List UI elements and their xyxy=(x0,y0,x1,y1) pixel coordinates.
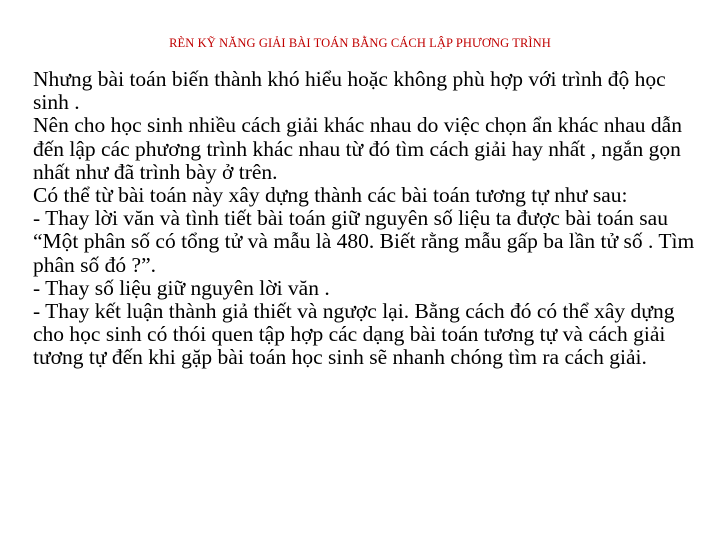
paragraph: - Thay kết luận thành giả thiết và ngược lại. Bằng cách đó có thể xây dựng cho học sinh có thói quen tập hợp các dạng bài toán tương tự và cách giải tương tự đến khi gặp bài toán học sinh sẽ nhanh chóng tìm ra cách giải. xyxy=(33,299,675,370)
slide-body xyxy=(33,68,705,370)
paragraph: Có thể từ bài toán này xây dựng thành các bài toán tương tự như sau: xyxy=(33,183,628,208)
paragraph: Nên cho học sinh nhiều cách giải khác nhau do việc chọn ẩn khác nhau dẫn đến lập các phương trình khác nhau từ đó tìm cách giải hay nhất , ngắn gọn nhất như đã trình bày ở trên. xyxy=(33,113,682,184)
paragraph: - Thay lời văn và tình tiết bài toán giữ nguyên số liệu ta được bài toán sau “Một phân số có tổng tử và mẫu là 480. Biết rằng mẫu gấp ba lần tử số . Tìm phân số đó ?”. xyxy=(33,206,695,277)
slide-title: RÈN KỸ NĂNG GIẢI BÀI TOÁN BẰNG CÁCH LẬP PHƯƠNG TRÌNH xyxy=(169,36,551,50)
paragraph: Nhưng bài toán biến thành khó hiểu hoặc không phù hợp với trình độ học sinh . xyxy=(33,67,666,115)
paragraph: - Thay số liệu giữ nguyên lời văn . xyxy=(33,275,330,300)
